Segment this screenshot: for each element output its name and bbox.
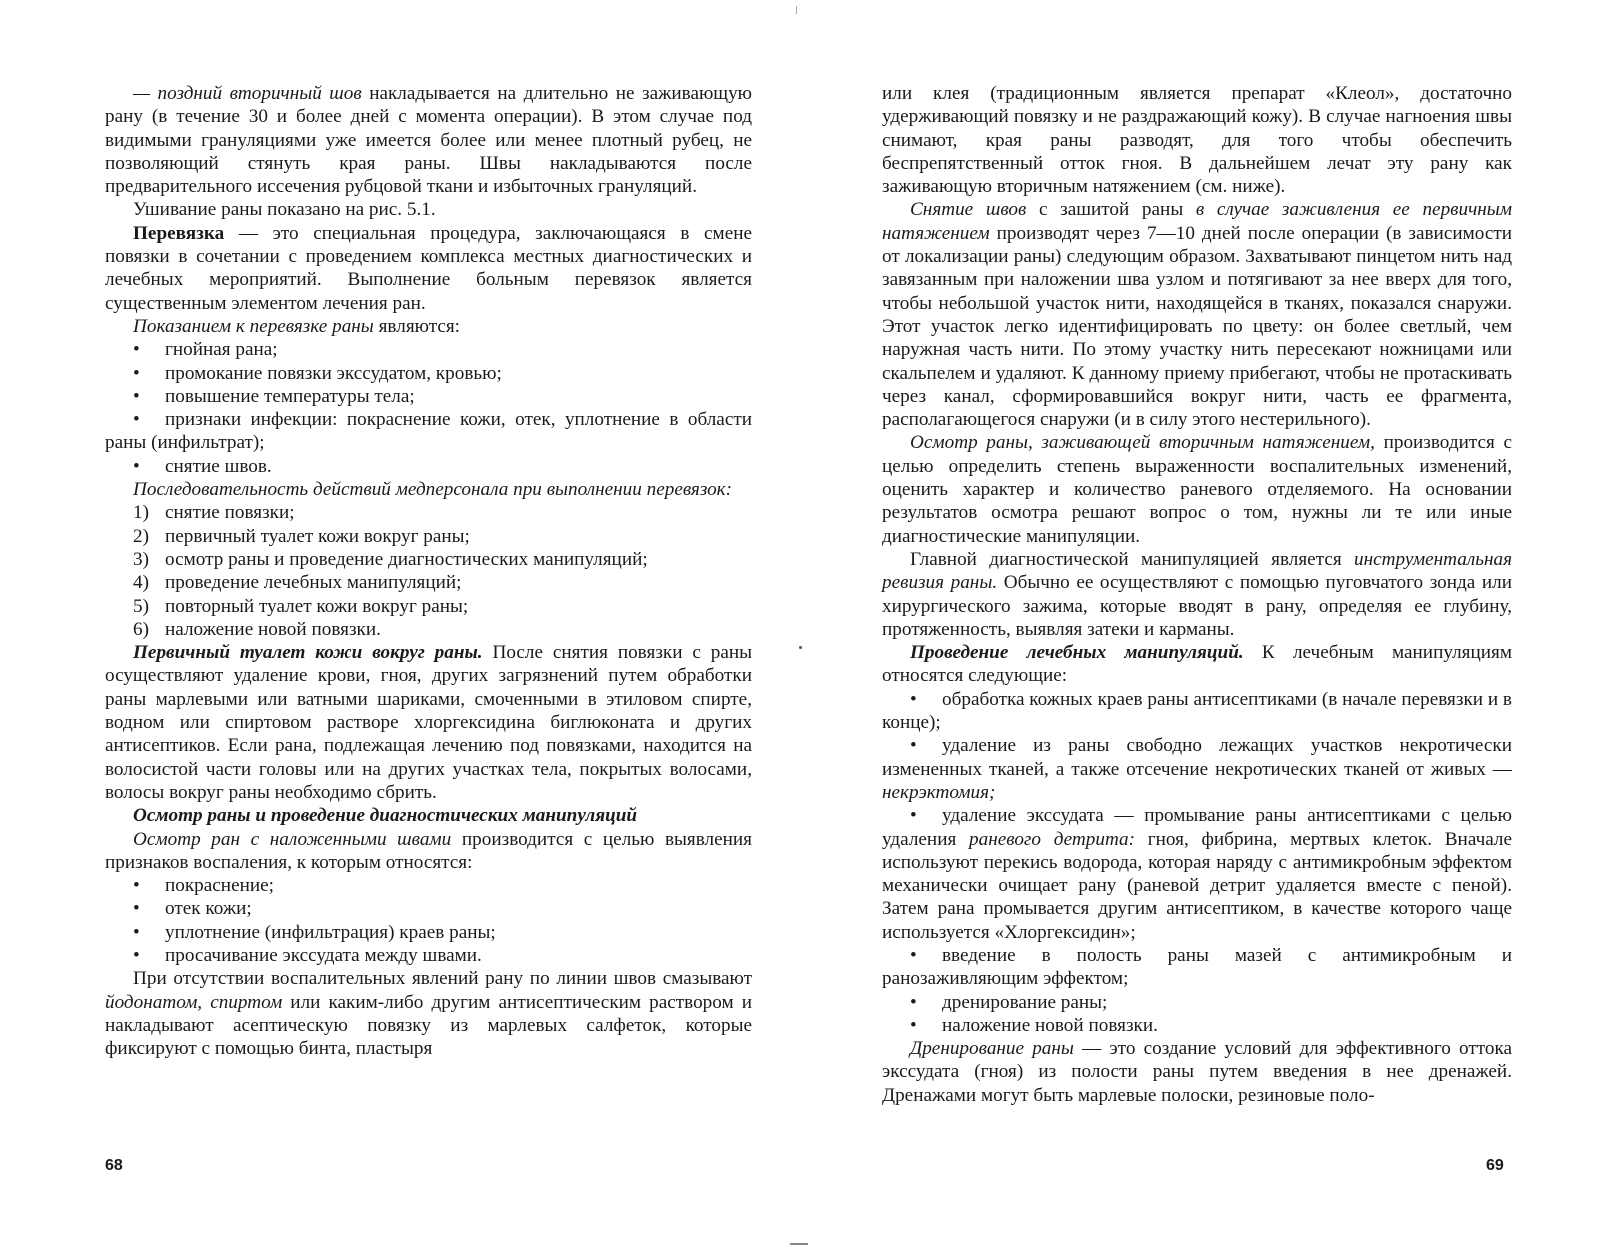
numbered-item: [105, 571, 752, 594]
text-run: При отсутствии воспалительных явлений рану по линии швов смазывают: [133, 968, 752, 990]
section-heading: Осмотр раны и проведение диагностических манипуляций: [133, 805, 638, 827]
paragraph: [105, 641, 752, 804]
book-gutter: [776, 0, 824, 1257]
text-run: введение в полость раны мазей с антимикробным и ранозаживляющим эффектом;: [882, 944, 1512, 990]
bullet-item: [105, 944, 752, 967]
bullet-item: [105, 385, 752, 408]
text-run: проведение лечебных манипуляций;: [165, 572, 462, 594]
list-number: 4): [133, 572, 149, 594]
italic-term: Снятие швов: [910, 199, 1027, 221]
paragraph: [105, 198, 752, 221]
paragraph: [882, 641, 1512, 688]
bullet-marker: •: [133, 385, 140, 407]
bullet-item: [882, 804, 1512, 944]
text-run: производят через 7—10 дней после операции (в зависимости от локализации раны) следующим образом. Захватывают пинцетом нить над завязанным при наложении шва узлом и потягивают за нее вверх для того, чтобы небольшой участок нити, находящейся в тканях, показался снаружи. Этот участок легко идентифицировать по цвету: он более светлый, чем наружная часть нити. По этому участку нить пересекают ножницами или скальпелем и удаляют. К данному приему прибегают, чтобы не протаскивать через канал, сформировавшийся вокруг нити, часть ее фрагмента, располагающегося снаружи (и в силу этого нестерильного).: [882, 222, 1512, 431]
bullet-marker: •: [910, 944, 917, 966]
text-run: покраснение;: [165, 875, 274, 897]
text-run: наложение новой повязки.: [165, 618, 381, 640]
italic-term: Дренирование раны: [910, 1038, 1074, 1060]
text-run: дренирование раны;: [942, 991, 1108, 1013]
text-run: повышение температуры тела;: [165, 385, 415, 407]
section-heading: Проведение лечебных манипуляций.: [910, 642, 1244, 664]
paragraph: [105, 478, 752, 501]
bullet-item: [105, 408, 752, 455]
paragraph: [105, 804, 752, 827]
text-run: или каким-либо другим антисептическим раствором и накладывают асептическую повязку из марлевых салфеток, которые фиксируют с помощью бинта, пластыря: [105, 991, 752, 1060]
paragraph: [882, 82, 1512, 198]
text-run: наложение новой повязки.: [942, 1014, 1158, 1036]
left-page: [105, 82, 752, 1060]
bullet-marker: •: [910, 1014, 917, 1036]
text-run: обработка кожных краев раны антисептиками (в начале перевязки и в конце);: [882, 688, 1512, 734]
text-run: гнойная рана;: [165, 339, 278, 361]
paragraph: [882, 198, 1512, 431]
text-run: Обычно ее осуществляют с помощью пуговчатого зонда или хирургического зажима, которые вводят в рану, определяя ее глубину, протяженность, выявляя затеки и карманы.: [882, 572, 1513, 640]
text-run: снятие швов.: [165, 455, 272, 477]
bullet-marker: •: [133, 875, 140, 897]
paragraph: [882, 548, 1512, 641]
list-number: 3): [133, 548, 149, 570]
scan-artifact: [790, 1237, 808, 1245]
text-run: — это создание условий для эффективного оттока экссудата (гноя) из полости раны путем введения в нее дренажей. Дренажами могут быть марлевые полоски, резиновые поло-: [882, 1038, 1512, 1106]
italic-term: Осмотр раны, заживающей вторичным натяжением,: [910, 432, 1375, 454]
bullet-marker: •: [133, 455, 140, 477]
italic-term: инструментальная ревизия раны.: [882, 548, 1512, 594]
numbered-item: [105, 618, 752, 641]
text-run: промокание повязки экссудатом, кровью;: [165, 362, 502, 384]
right-page: [882, 82, 1512, 1107]
bullet-marker: •: [910, 991, 917, 1013]
paragraph: [105, 315, 752, 338]
list-number: 1): [133, 502, 149, 524]
text-run: Ушивание раны показано на рис. 5.1.: [133, 199, 436, 221]
text-run: снятие повязки;: [165, 502, 295, 524]
numbered-item: [105, 548, 752, 571]
bullet-marker: •: [133, 339, 140, 361]
bullet-item: [105, 897, 752, 920]
italic-term: раневого детрита:: [969, 828, 1136, 850]
list-number: 6): [133, 618, 149, 640]
paragraph: [105, 222, 752, 315]
bullet-marker: •: [910, 688, 917, 710]
paragraph: [105, 82, 752, 198]
bullet-item: [105, 921, 752, 944]
right-page-text: [882, 82, 1512, 1107]
bullet-marker: •: [910, 805, 917, 827]
italic-term: йодонатом, спиртом: [105, 991, 283, 1013]
text-run: являются:: [373, 315, 461, 337]
scan-artifact: [799, 646, 802, 649]
text-run: первичный туалет кожи вокруг раны;: [165, 525, 470, 547]
paragraph: [105, 828, 752, 875]
italic-term: Осмотр ран с наложенными швами: [133, 828, 452, 850]
bullet-item: [882, 688, 1512, 735]
page-number-right: 69: [1486, 1157, 1504, 1174]
italic-term: Последовательность действий медперсонала при выполнении перевязок:: [133, 479, 733, 501]
bullet-item: [882, 944, 1512, 991]
bullet-marker: •: [133, 409, 140, 431]
text-run: или клея (традиционным является препарат «Клеол», достаточно удерживающий повязку и не раздражающий кожу). В случае нагноения швы снимают, края раны разводят, для того чтобы обеспечить беспрепятственный отток гноя. В дальнейшем лечат эту рану как заживающую вторичным натяжением (см. ниже).: [882, 83, 1512, 198]
text-run: Главной диагностической манипуляцией является: [910, 548, 1355, 570]
text-run: — это специальная процедура, заключающаяся в смене повязки в сочетании с проведением комплекса местных диагностических и лечебных мероприятий. Выполнение больным перевязок является существенным элементом лечения ран.: [105, 222, 752, 314]
italic-term: в случае заживления ее первичным натяжением: [882, 199, 1513, 244]
bullet-item: [882, 734, 1512, 804]
bullet-item: [882, 1014, 1512, 1037]
text-run: К лечебным манипуляциям относятся следующие:: [882, 642, 1513, 687]
text-run: гноя, фибрина, мертвых клеток. Вначале используют перекись водорода, которая наряду с антимикробным эффектом механически очищает рану (раневой детрит удаляется вместе с пеной). Затем рана промывается другим антисептиком, в качестве которого чаще используется «Хлоргексидин»;: [882, 828, 1512, 943]
paragraph: [882, 1037, 1512, 1107]
italic-term: некрэктомия;: [882, 781, 996, 803]
text-run: с зашитой раны: [1026, 199, 1196, 221]
bold-term: Перевязка: [133, 222, 225, 244]
text-run: После снятия повязки с раны осуществляют удаление крови, гноя, других загрязнений путем обработки раны марлевыми или ватными шариками, смоченными в этиловом спирте, водном или спиртовом растворе хлоргексидина биглюконата и других антисептиков. Если рана, подлежащая лечению под повязками, находится на волосистой части головы или на других участках тела, покрытых волосами, волосы вокруг раны необходимо сбрить.: [105, 642, 752, 803]
bullet-marker: •: [133, 944, 140, 966]
section-heading: Первичный туалет кожи вокруг раны.: [133, 642, 483, 664]
text-run: производится с целью выявления признаков воспаления, к которым относятся:: [105, 828, 753, 873]
paragraph: [882, 431, 1512, 547]
scan-artifact: [796, 6, 797, 14]
bullet-item: [105, 338, 752, 361]
bullet-item: [882, 991, 1512, 1014]
bullet-marker: •: [910, 735, 917, 757]
bullet-item: [105, 362, 752, 385]
text-run: удаление из раны свободно лежащих участков некротически измененных тканей, а также отсечение некротических тканей от живых —: [882, 735, 1512, 780]
text-run: осмотр раны и проведение диагностических манипуляций;: [165, 548, 648, 570]
bullet-item: [105, 874, 752, 897]
text-run: признаки инфекции: покраснение кожи, отек, уплотнение в области раны (инфильтрат);: [105, 409, 752, 454]
numbered-item: [105, 595, 752, 618]
page-number-left: 68: [105, 1157, 123, 1174]
numbered-item: [105, 525, 752, 548]
italic-term: Показанием к перевязке раны: [133, 315, 374, 337]
text-run: просачивание экссудата между швами.: [165, 944, 482, 966]
list-number: 2): [133, 525, 149, 547]
bullet-marker: •: [133, 362, 140, 384]
text-run: производится с целью определить степень выраженности воспалительных изменений, оценить характер и количество раневого отделяемого. На основании результатов осмотра решают вопрос о том, нужны ли те или иные диагностические манипуляции.: [882, 432, 1512, 547]
text-run: отек кожи;: [165, 898, 252, 920]
text-run: повторный туалет кожи вокруг раны;: [165, 595, 469, 617]
bullet-marker: •: [133, 921, 140, 943]
text-run: удаление экссудата — промывание раны антисептиками с целью удаления: [882, 805, 1512, 850]
italic-term: — поздний вторичный шов: [133, 83, 362, 104]
bullet-item: [105, 455, 752, 478]
list-number: 5): [133, 595, 149, 617]
numbered-item: [105, 501, 752, 524]
left-page-text: [105, 82, 752, 1060]
paragraph: [105, 967, 752, 1060]
text-run: накладывается на длительно не заживающую рану (в течение 30 и более дней с момента операции). В этом случае под видимыми грануляциями уже имеется более или менее плотный рубец, не позволяющий стянуть края раны. Швы накладываются после предварительного иссечения рубцовой ткани и избыточных грануляций.: [105, 83, 752, 198]
text-run: уплотнение (инфильтрация) краев раны;: [165, 921, 496, 943]
bullet-marker: •: [133, 898, 140, 920]
